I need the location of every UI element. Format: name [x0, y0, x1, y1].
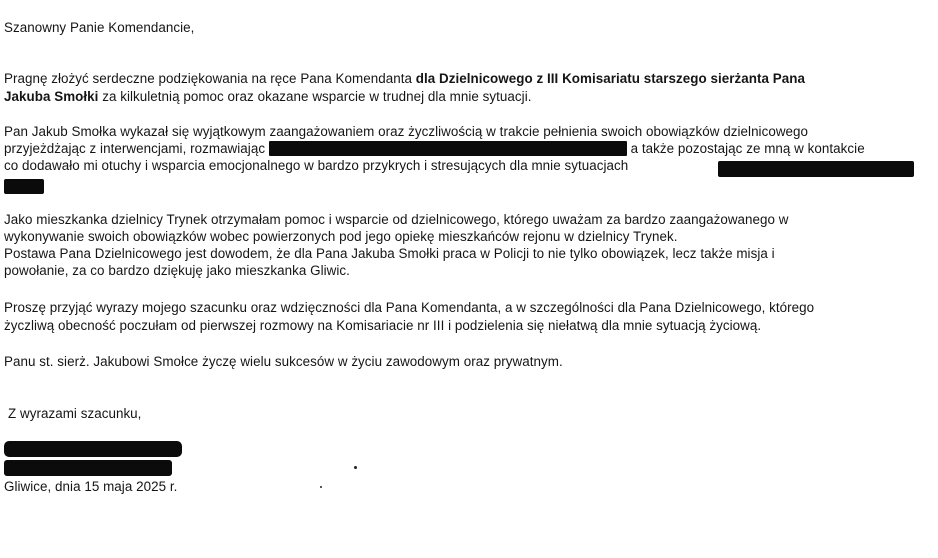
p1-bold-text: dla Dzielnicowego z III Komisariatu starszego sierżanta Pana — [415, 71, 805, 86]
paragraph-3-line-3: Postawa Pana Dzielnicowego jest dowodem, że dla Pana Jakuba Smołki praca w Policji to nie tylko obowiązek, lecz także misja i — [4, 246, 775, 261]
scan-speck — [320, 486, 322, 488]
paragraph-4-line-1: Proszę przyjąć wyrazy mojego szacunku oraz wdzięczności dla Pana Komendanta, a w szczególności dla Pana Dzielnicowego, którego — [4, 300, 815, 315]
p1-text: Pragnę złożyć serdeczne podziękowania na ręce Pana Komendanta — [4, 71, 416, 86]
place-date: Gliwice, dnia 15 maja 2025 r. — [4, 479, 178, 494]
p2-text-b: a także pozostając ze mną w kontakcie — [626, 141, 865, 156]
paragraph-2-line-3: co dodawało mi otuchy i wsparcia emocjonalnego w bardzo przykrych i stresujących dla mnie sytuacjach — [4, 158, 629, 173]
salutation: Szanowny Panie Komendancie, — [4, 20, 195, 35]
paragraph-3-line-4: powołanie, za co bardzo dziękuję jako mieszkanka Gliwic. — [4, 263, 350, 278]
paragraph-2-line-2 — [4, 141, 865, 157]
signature-redaction — [4, 441, 182, 457]
scan-speck — [354, 466, 357, 469]
paragraph-1-line-1 — [4, 71, 805, 87]
redaction-bar — [269, 141, 627, 156]
redaction-bar — [4, 179, 44, 194]
redaction-bar — [718, 161, 914, 177]
paragraph-3-line-2: wykonywanie swoich obowiązków wobec powierzonych pod jego opiekę mieszkańców rejonu w dzielnicy Trynek. — [4, 229, 678, 244]
paragraph-1-line-2 — [4, 89, 532, 105]
paragraph-4-line-2: życzliwą obecność poczułam od pierwszej rozmowy na Komisariacie nr III i podzielenia się niełatwą dla mnie sytuacją życiową. — [4, 318, 762, 333]
paragraph-5: Panu st. sierż. Jakubowi Smołce życzę wielu sukcesów w życiu zawodowym oraz prywatnym. — [4, 354, 563, 369]
signature-redaction — [4, 460, 172, 476]
p1-text-2: za kilkuletnią pomoc oraz okazane wsparcie w trudnej dla mnie sytuacji. — [98, 89, 532, 104]
paragraph-2-line-1: Pan Jakub Smołka wykazał się wyjątkowym zaangażowaniem oraz życzliwością w trakcie pełnienia swoich obowiązków dzielnicowego — [4, 124, 809, 139]
p2-text-a: przyjeżdżając z interwencjami, rozmawiając — [4, 141, 269, 156]
paragraph-3-line-1: Jako mieszkanka dzielnicy Trynek otrzymałam pomoc i wsparcie od dzielnicowego, którego uważam za bardzo zaangażowanego w — [4, 212, 789, 227]
closing: Z wyrazami szacunku, — [8, 406, 142, 421]
p1-bold-name: Jakuba Smołki — [4, 89, 99, 104]
